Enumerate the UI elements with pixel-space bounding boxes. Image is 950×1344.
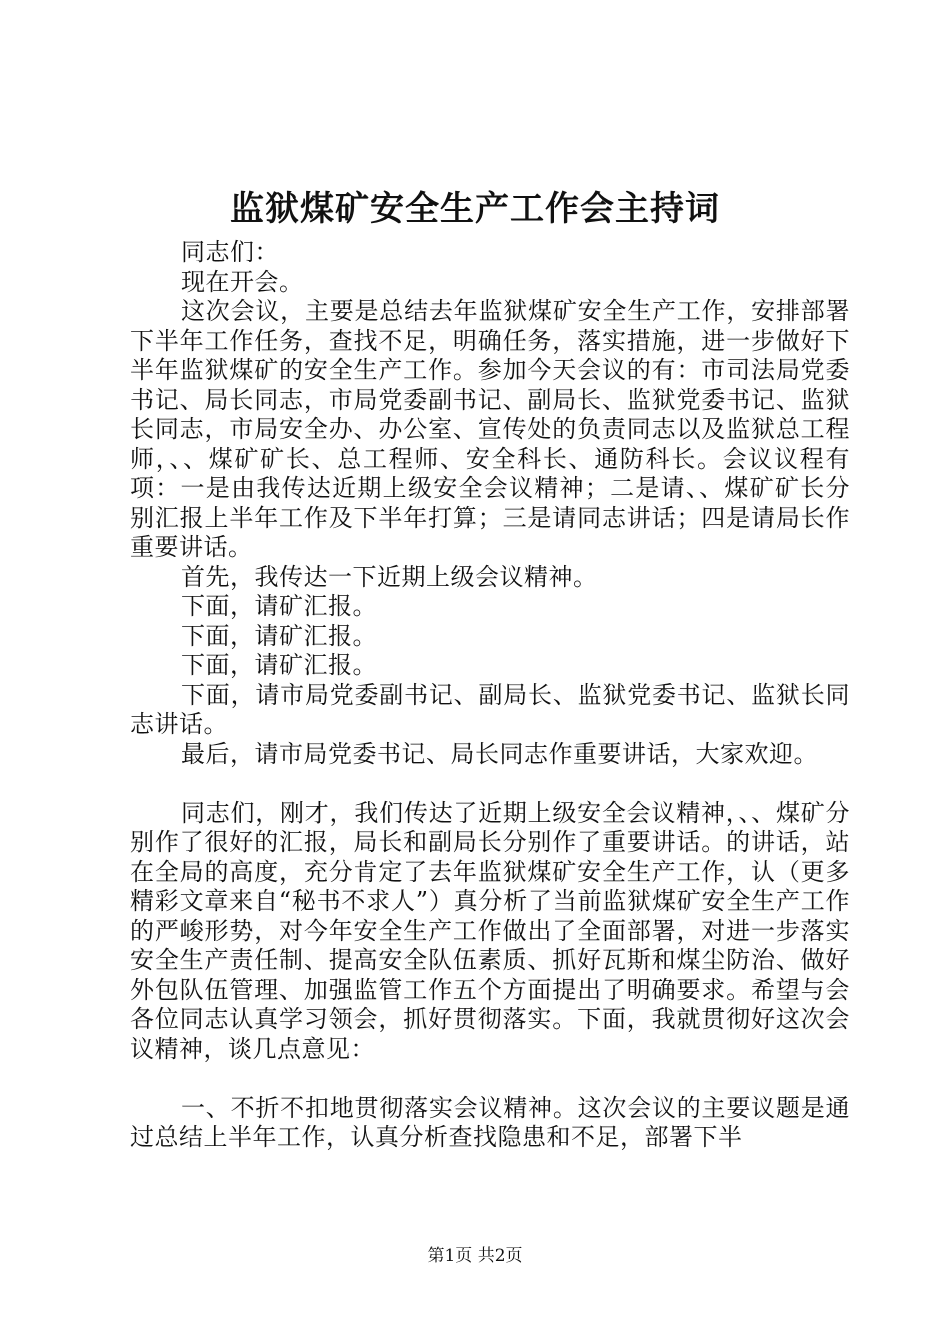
paragraph-meeting-overview: 这次会议，主要是总结去年监狱煤矿安全生产工作，安排部署下半年工作任务，查找不足，明确任务，落实措施，进一步做好下半年监狱煤矿的安全生产工作。参加今天会议的有：市司法局党委书记、局长同志，市局党委副书记、副局长、监狱党委书记、监狱长同志，市局安全办、办公室、宣传处的负责同志以及监狱总工程师，、、煤矿矿长、总工程师、安全科长、通防科长。会议议程有项：一是由我传达近期上级安全会议精神；二是请、、煤矿矿长分别汇报上半年工作及下半年打算；三是请同志讲话；四是请局长作重要讲话。 bbox=[130, 297, 850, 561]
paragraph-section-one: 一、不折不扣地贯彻落实会议精神。这次会议的主要议题是通过总结上半年工作，认真分析查找隐患和不足，部署下半 bbox=[130, 1093, 850, 1151]
document-title: 监狱煤矿安全生产工作会主持词 bbox=[230, 189, 720, 229]
paragraph-open-meeting: 现在开会。 bbox=[181, 267, 304, 296]
paragraph-greeting: 同志们： bbox=[181, 238, 279, 266]
paragraph-deputy-speech: 下面，请市局党委副书记、副局长、监狱党委书记、监狱长同志讲话。 bbox=[130, 680, 850, 738]
paragraph-report-3: 下面，请矿汇报。 bbox=[181, 651, 377, 679]
paragraph-first-item: 首先，我传达一下近期上级会议精神。 bbox=[181, 562, 598, 591]
blank-line bbox=[130, 1064, 850, 1094]
document-body bbox=[130, 238, 850, 1153]
blank-line bbox=[130, 769, 850, 799]
paragraph-summary: 同志们，刚才，我们传达了近期上级安全会议精神，、、煤矿分别作了很好的汇报，局长和副局长分别作了重要讲话。的讲话，站在全局的高度，充分肯定了去年监狱煤矿安全生产工作，认（更多精彩文章来自“秘书不求人”）真分析了当前监狱煤矿安全生产工作的严峻形势，对今年安全生产工作做出了全面部署，对进一步落实安全生产责任制、提高安全队伍素质、抓好瓦斯和煤尘防治、做好外包队伍管理、加强监管工作五个方面提出了明确要求。希望与会各位同志认真学习领会，抓好贯彻落实。下面，我就贯彻好这次会议精神，谈几点意见： bbox=[130, 798, 850, 1063]
paragraph-final-speech: 最后，请市局党委书记、局长同志作重要讲话，大家欢迎。 bbox=[181, 739, 818, 768]
paragraph-report-1: 下面，请矿汇报。 bbox=[181, 592, 377, 620]
page-number-footer: 第1页 共2页 bbox=[427, 1246, 523, 1266]
paragraph-report-2: 下面，请矿汇报。 bbox=[181, 621, 377, 650]
